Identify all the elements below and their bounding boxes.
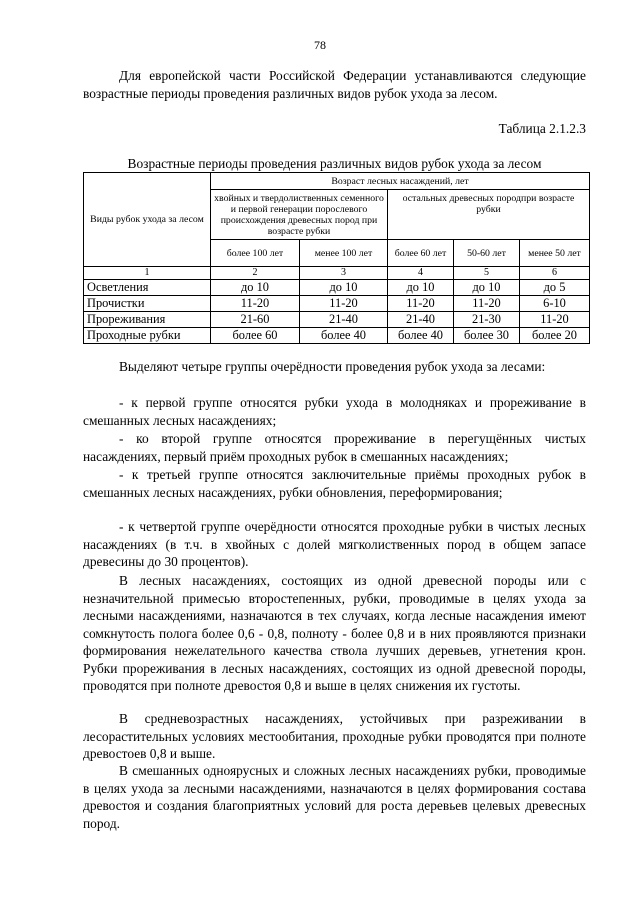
group-item-second: - ко второй группе относятся прореживание в перегущённых чистых насаждениях, первый приём проходных рубок в смешанных насаждениях; xyxy=(83,431,586,464)
groups-intro-paragraph: Выделяют четыре группы очерёдности проведения рубок ухода за лесами: xyxy=(119,359,546,374)
header-conifer-group: хвойных и твердолиственных семенного и первой генерации порослевого происхождения древесных пород при возрасте рубки xyxy=(211,190,388,240)
subheader-cell: более 60 лет xyxy=(388,240,454,267)
subheader-cell: 50-60 лет xyxy=(454,240,520,267)
table-cell: более 40 xyxy=(300,328,388,344)
header-stand-age: Возраст лесных насаждений, лет xyxy=(211,173,590,190)
column-number: 3 xyxy=(300,267,388,280)
table-cell: до 10 xyxy=(300,280,388,296)
subheader-cell: менее 50 лет xyxy=(520,240,590,267)
page-number: 78 xyxy=(314,38,326,52)
table-label: Таблица 2.1.2.3 xyxy=(498,121,586,136)
table-row xyxy=(84,312,590,328)
header-thinning-types: Виды рубок ухода за лесом xyxy=(84,173,211,267)
table-caption: Возрастные периоды проведения различных видов рубок ухода за лесом xyxy=(127,156,542,171)
table-cell: 11-20 xyxy=(211,296,300,312)
paragraph-single-species: В лесных насаждениях, состоящих из одной древесной породы или с незначительной примесью второстепенных, рубки, проводимые в целях ухода за лесными насаждениями, назначаются в тех случаях, когда лесные насаждения имеют сомкнутость полога более 0,6 - 0,8, полноту - более 0,8 и в них проявляются признаки формирования нежелательного качества ствола лучших деревьев, угнетения крон. Рубки прореживания в лесных насаждениях, состоящих из одной древесной породы, проводятся при полноте древостоя 0,8 и выше в целях снижения их густоты. xyxy=(83,573,586,693)
row-name: Осветления xyxy=(84,280,211,296)
table-row xyxy=(84,296,590,312)
subheader-cell: менее 100 лет xyxy=(300,240,388,267)
intro-paragraph: Для европейской части Российской Федерации устанавливаются следующие возрастные периоды проведения различных видов рубок ухода за лесом. xyxy=(83,68,586,101)
table-cell: 21-30 xyxy=(454,312,520,328)
table-cell: 11-20 xyxy=(388,296,454,312)
table-cell: 11-20 xyxy=(520,312,590,328)
table-cell: 21-60 xyxy=(211,312,300,328)
table-row xyxy=(84,280,590,296)
row-name: Прореживания xyxy=(84,312,211,328)
group-item-first: - к первой группе относятся рубки ухода в молодняках и прореживание в смешанных лесных насаждениях; xyxy=(83,395,586,428)
table-cell: до 5 xyxy=(520,280,590,296)
age-periods-table xyxy=(83,172,590,344)
table-cell: более 20 xyxy=(520,328,590,344)
row-name: Проходные рубки xyxy=(84,328,211,344)
column-number: 5 xyxy=(454,267,520,280)
table-cell: более 60 xyxy=(211,328,300,344)
group-item-fourth: - к четвертой группе очерёдности относятся проходные рубки в чистых лесных насаждениях (в т.ч. в хвойных с долей мягколиственных пород в общем запасе древесины до 30 процентов). xyxy=(83,519,586,569)
table-cell: до 10 xyxy=(454,280,520,296)
table-cell: более 30 xyxy=(454,328,520,344)
table-cell: 21-40 xyxy=(388,312,454,328)
table-row xyxy=(84,328,590,344)
group-item-third: - к третьей группе относятся заключительные приёмы проходных рубок в смешанных лесных насаждениях, рубки обновления, переформирования; xyxy=(83,467,586,500)
table-cell: 11-20 xyxy=(454,296,520,312)
column-number: 2 xyxy=(211,267,300,280)
table-cell: 6-10 xyxy=(520,296,590,312)
column-number: 1 xyxy=(84,267,211,280)
table-cell: 11-20 xyxy=(300,296,388,312)
paragraph-mixed-stands: В смешанных одноярусных и сложных лесных насаждениях рубки, проводимые в целях ухода за лесными насаждениями, назначаются в целях формирования состава древостоя и создания благоприятных условий для роста деревьев целевых древесных пород. xyxy=(83,763,586,831)
subheader-cell: более 100 лет xyxy=(211,240,300,267)
paragraph-middle-aged: В средневозрастных насаждениях, устойчивых при разреживании в лесорастительных условиях местообитания, проходные рубки проводятся при полноте древостоев 0,8 и выше. xyxy=(83,711,586,761)
table-cell: до 10 xyxy=(388,280,454,296)
column-number: 6 xyxy=(520,267,590,280)
column-number: 4 xyxy=(388,267,454,280)
table-cell: более 40 xyxy=(388,328,454,344)
row-name: Прочистки xyxy=(84,296,211,312)
table-cell: до 10 xyxy=(211,280,300,296)
header-other-species-group: остальных древесных породпри возрасте рубки xyxy=(388,190,590,240)
table-cell: 21-40 xyxy=(300,312,388,328)
